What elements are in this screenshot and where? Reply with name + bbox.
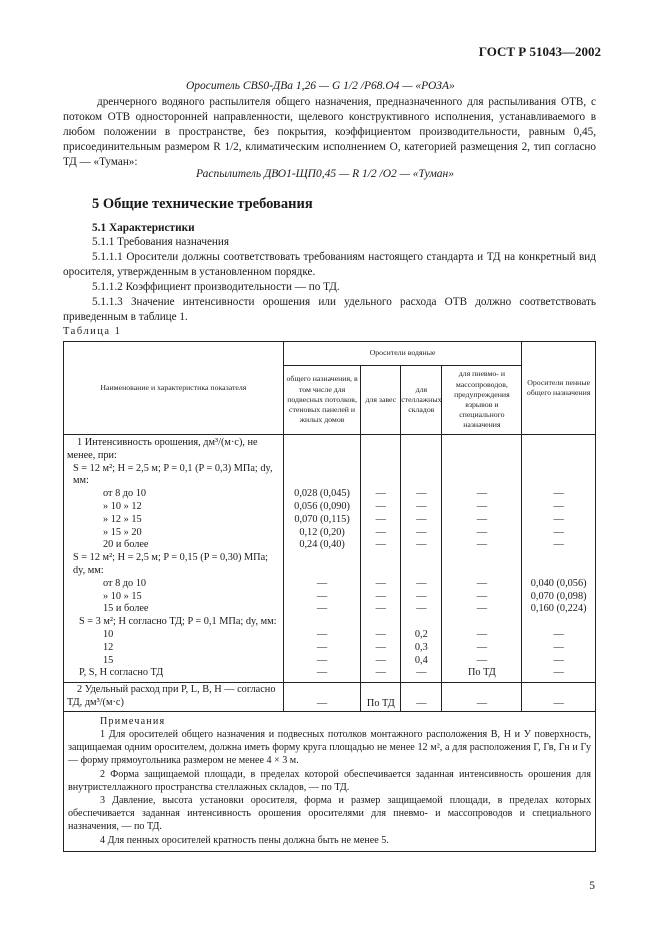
cell-value: 0,24 (0,40) [299, 539, 345, 551]
dy-range: 15 и более [103, 603, 149, 615]
dy-range: от 8 до 10 [103, 577, 147, 589]
cell-dash: — [553, 500, 564, 512]
row-1-condition-4: P, S, H согласно ТД [79, 667, 164, 679]
cell-dash: — [375, 654, 386, 666]
cell-dash: — [476, 513, 488, 525]
cell-dash: — [316, 667, 328, 679]
dy-range: » 15 » 20 [103, 526, 142, 538]
cell-dash: — [416, 603, 427, 615]
row-1-title: 1 Интенсивность орошения, дм³/(м·с), не менее, при: [67, 437, 258, 461]
cell-dash: — [316, 654, 328, 666]
col-header-pneumo: для пневмо- и массопроводов, предупреждения взрывов и специального назначения [442, 366, 522, 435]
cell-dash: — [375, 526, 386, 538]
dy-range: » 10 » 15 [103, 590, 142, 602]
col-header-rack: для стеллажных складов [401, 366, 442, 435]
col-header-water: Оросители водяные [283, 342, 522, 366]
cell-value: 0,2 [414, 628, 428, 640]
cell-dash: — [476, 577, 488, 589]
cell-dash: — [316, 577, 328, 589]
note-3: 3 Давление, высота установки оросителя, форма и размер защищаемой площади, в пределах которых обеспечивается заданная интенсивность орошения оросителями для пневмо- и массопроводов и специального назначения, — по ТД. [68, 794, 591, 833]
cell-dash: — [416, 667, 427, 679]
cell-dash: — [476, 526, 488, 538]
cell-dash: — [476, 539, 488, 551]
clause-5-1-1-2: 5.1.1.2 Коэффициент производительности — по ТД. [92, 281, 340, 293]
cell-value: 0,4 [414, 654, 428, 666]
cell-dash: — [476, 488, 488, 500]
cell-dash: — [442, 683, 522, 712]
dy-value: 12 [103, 641, 114, 653]
cell-dash: — [375, 603, 386, 615]
cell-dash: — [375, 513, 386, 525]
cell-dash: — [476, 603, 488, 615]
cell-dash: — [522, 683, 596, 712]
cell-dash: — [553, 539, 564, 551]
cell-value: 0,160 (0,224) [530, 603, 587, 615]
cell-dash: — [553, 667, 564, 679]
row-1-condition-1: S = 12 м²; H = 2,5 м; P = 0,1 (P = 0,3) МПа; dy, мм: [73, 462, 273, 487]
note-2: 2 Форма защищаемой площади, в пределах которой обеспечивается заданная интенсивность орошения для внутристеллажного пространства стеллажных складов, — по ТД. [68, 768, 591, 793]
notes-title: Примечания [100, 715, 166, 727]
cell-dash: — [401, 683, 442, 712]
page-header: ГОСТ Р 51043—2002 [478, 44, 601, 59]
cell-dash: — [375, 641, 386, 653]
cell-dash: — [375, 488, 386, 500]
cell-dash: — [416, 539, 427, 551]
cell-dash: — [283, 683, 361, 712]
cell-dash: — [416, 577, 427, 589]
dy-range: от 8 до 10 [103, 488, 147, 500]
cell-dash: — [476, 590, 488, 602]
row-1-condition-2: S = 12 м²; H = 2,5 м; P = 0,15 (P = 0,30) МПа; dy, мм: [73, 552, 269, 576]
cell-dash: — [476, 654, 488, 666]
dy-range: » 12 » 15 [103, 513, 142, 525]
note-4: 4 Для пенных оросителей кратность пены должна быть не менее 5. [100, 834, 389, 846]
clause-5-1-1-1: 5.1.1.1 Оросители должны соответствовать требованиям настоящего стандарта и ТД на конкретный вид оросителя, утвержденным в установленном порядке. [63, 251, 596, 278]
cell-dash: — [476, 500, 488, 512]
col-header-foam: Оросители пенные общего назначения [522, 342, 596, 435]
col-header-general: общего назначения, в том числе для подвесных потолков, стеновых панелей и жилых домов [283, 366, 361, 435]
cell-dash: — [416, 500, 427, 512]
cell-dash: — [416, 526, 427, 538]
cell-dash: — [375, 667, 386, 679]
cell-value: 0,056 (0,090) [294, 500, 350, 512]
note-1: 1 Для оросителей общего назначения и подвесных потолков монтажного расположения В, Н и У поверхность, защищаемая одним оросителем, должна иметь форму круга площадью не менее 12 м², а для расположения Г, Гв, Гн и Гу — форму прямоугольника размером не менее 4 × 3 м. [68, 728, 591, 767]
cell-dash: — [416, 590, 427, 602]
clause-5-1-1: 5.1.1 Требования назначения [92, 236, 230, 248]
table-caption: Таблица 1 [63, 326, 122, 337]
cell-dash: — [375, 539, 386, 551]
subsection-title: 5.1 Характеристики [92, 222, 195, 234]
cell-dash: — [553, 513, 564, 525]
cell-dash: — [316, 590, 328, 602]
cell-value: 0,3 [414, 641, 428, 653]
example-designation-2: Распылитель ДВО1-ЩП0,45 — R 1/2 /O2 — «Туман» [196, 168, 455, 180]
cell-dash: — [553, 641, 564, 653]
cell-dash: — [476, 641, 488, 653]
cell-dash: — [375, 500, 386, 512]
cell-dash: — [553, 526, 564, 538]
cell-dash: — [375, 590, 386, 602]
cell-value: 0,028 (0,045) [294, 488, 350, 500]
cell-dash: — [553, 628, 564, 640]
cell-dash: — [316, 603, 328, 615]
cell-value: 0,070 (0,098) [530, 590, 587, 602]
cell-value: По ТД [361, 683, 401, 712]
page-number: 5 [589, 880, 595, 892]
cell-dash: — [375, 628, 386, 640]
cell-value: 0,070 (0,115) [294, 513, 350, 525]
cell-dash: — [553, 488, 564, 500]
row-2-title: 2 Удельный расход при P, L, B, H — согласно ТД, дм³/(м·с) [64, 683, 284, 712]
cell-dash: — [553, 654, 564, 666]
notes-row [64, 711, 596, 851]
cell-dash: — [375, 577, 386, 589]
section-title: 5 Общие технические требования [92, 196, 313, 212]
clause-5-1-1-3: 5.1.1.3 Значение интенсивности орошения или удельного расхода ОТВ должно соответствовать приведенным в таблице 1. [63, 296, 596, 323]
cell-dash: — [416, 513, 427, 525]
example-text: дренчерного водяного распылителя общего назначения, предназначенного для распыливания ОТВ, с потоком ОТВ односторонней направленности, щелевого конструктивного исполнения, устанавливаемого в любом положении в пространстве, без покрытия, коэффициентом производительности, равным 0,45, присоединительным размером R 1/2, климатическим исполнением О, категорией размещения 2, тип согласно ТД — «Туман»: [63, 96, 596, 168]
table-1 [63, 341, 596, 852]
table-row [64, 683, 596, 712]
cell-value: 0,12 (0,20) [299, 526, 345, 538]
cell-dash: — [416, 488, 427, 500]
col-header-name: Наименование и характеристика показателя [64, 342, 284, 435]
cell-value: 0,040 (0,056) [530, 577, 587, 589]
col-header-curtain: для завес [361, 366, 401, 435]
dy-value: 15 [103, 654, 114, 666]
cell-dash: — [316, 641, 328, 653]
cell-dash: — [476, 628, 488, 640]
table-row [64, 435, 596, 683]
example-designation: Ороситель CBS0-ДВа 1,26 — G 1/2 /P68.O4 — «РОЗА» [186, 80, 455, 92]
row-1-condition-3: S = 3 м²; H согласно ТД; P = 0,1 МПа; dy, мм: [79, 616, 277, 628]
dy-value: 10 [103, 628, 114, 640]
dy-range: 20 и более [103, 539, 149, 551]
cell-value: По ТД [467, 667, 496, 679]
cell-dash: — [316, 628, 328, 640]
dy-range: » 10 » 12 [103, 500, 142, 512]
